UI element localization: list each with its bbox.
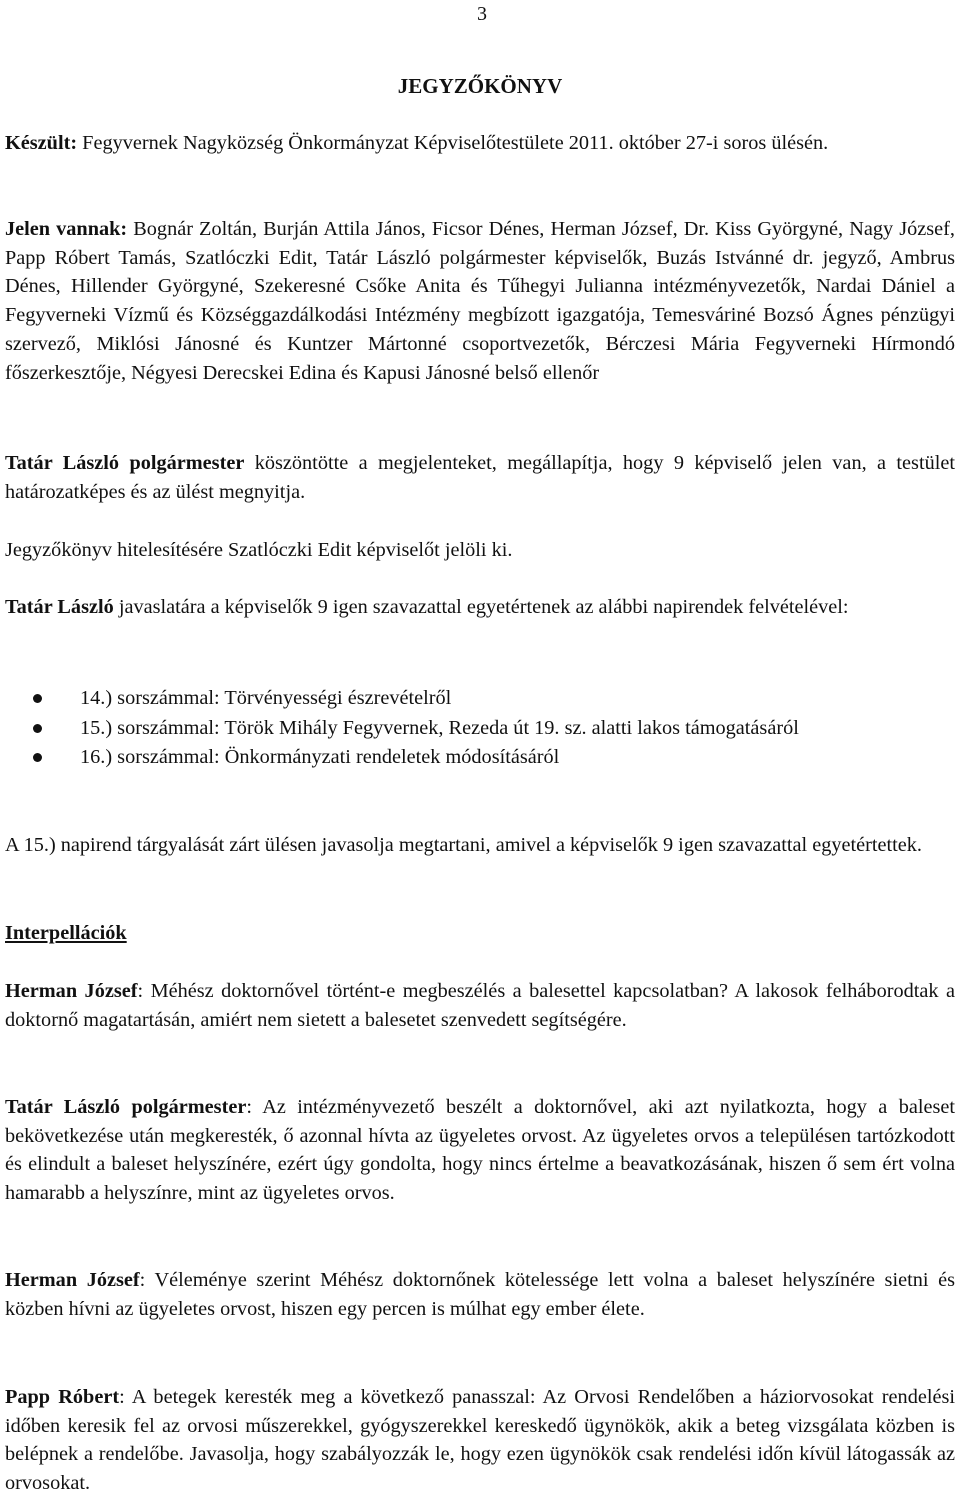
attendees-label: Jelen vannak:	[5, 218, 128, 240]
keszult-label: Készült:	[5, 132, 78, 154]
agenda-item: 14.) sorszámmal: Törvényességi észrevételről	[5, 684, 955, 713]
statement-paragraph	[5, 1093, 955, 1208]
statement-paragraph	[5, 1266, 955, 1323]
section-title: Interpellációk	[5, 922, 127, 944]
bullet-icon	[33, 753, 42, 762]
authentication-paragraph: Jegyzőkönyv hitelesítésére Szatlóczki Edit képviselőt jelöli ki.	[5, 539, 513, 561]
speaker-name: Herman József	[5, 1269, 140, 1291]
document-title: JEGYZŐKÖNYV	[397, 74, 563, 98]
statement-text: : Véleménye szerint Méhész doktornőnek kötelessége lett volna a baleset helyszínére sietni és közben hívni az ügyeletes orvost, hiszen egy percen is múlhat egy ember élete.	[5, 1269, 955, 1320]
statement-text: : A betegek keresték meg a következő panasszal: Az Orvosi Rendelőben a háziorvosokat rendelési időben keresik fel az orvosi műszerekkel, gyógyszerekkel kereskedő ügynökök, akik a beteg vizsgálata közben is belépnek a rendelőbe. Javasolja, hogy szabályozzák le, hogy ezen ügynökök csak rendelési időn kívül látogassák az orvosokat.	[5, 1386, 955, 1495]
opening-text: köszöntötte a megjelenteket, megállapítja, hogy 9 képviselő jelen van, a testület határozatképes és az ülést megnyitja.	[5, 452, 955, 503]
keszult-text: Fegyvernek Nagyközség Önkormányzat Képviselőtestülete 2011. október 27-i soros ülésén.	[77, 132, 829, 154]
statement-text: : Méhész doktornővel történt-e megbeszélés a balesettel kapcsolatban? A lakosok felháborodtak a doktornő magatartásán, amiért nem sietett a balesetet szenvedett segítségére.	[5, 980, 955, 1031]
bullet-icon	[33, 724, 42, 733]
opening-paragraph	[5, 449, 955, 506]
statement-text: : Az intézményvezető beszélt a doktornővel, aki azt nyilatkozta, hogy a baleset bekövetkezése után megkeresték, ő azonnal hívta az ügyeletes orvost. Az ügyeletes orvos a településen tartózkodott és elindult a baleset helyszínére, ezért úgy gondolta, hogy nincs értelme a beavatkozásának, hiszen ő sem ért volna hamarabb a helyszínre, mint az ügyeletes orvos.	[5, 1096, 956, 1205]
speaker-name: Herman József	[5, 980, 138, 1002]
closed-session-paragraph: A 15.) napirend tárgyalását zárt ülésen javasolja megtartani, amivel a képviselők 9 igen szavazattal egyetértettek.	[5, 834, 922, 856]
opening-label: Tatár László polgármester	[5, 452, 245, 474]
statement-paragraph	[5, 1383, 955, 1498]
bullet-icon	[33, 694, 42, 703]
agenda-intro-text: javaslatára a képviselők 9 igen szavazattal egyetértenek az alábbi napirendek felvételével:	[113, 596, 849, 618]
agenda-item: 16.) sorszámmal: Önkormányzati rendeletek módosításáról	[5, 743, 955, 772]
statement-paragraph	[5, 977, 955, 1034]
speaker-name: Tatár László polgármester	[5, 1096, 247, 1118]
agenda-item: 15.) sorszámmal: Török Mihály Fegyvernek, Rezeda út 19. sz. alatti lakos támogatásáról	[5, 714, 955, 743]
attendees-paragraph	[5, 215, 955, 387]
agenda-list	[5, 684, 955, 772]
attendees-text: Bognár Zoltán, Burján Attila János, Ficsor Dénes, Herman József, Dr. Kiss Györgyné, Nagy József, Papp Róbert Tamás, Szatlóczki Edit, Tatár László polgármester képviselők, Buzás Istvánné dr. jegyző, Ambrus Dénes, Hillender Györgyné, Szekeresné Csőke Anita és Tűhegyi Julianna intézményvezetők, Nardai Dániel a Fegyverneki Vízmű és Községgazdálkodási Intézmény megbízott igazgatója, Temesváriné Bozsó Ágnes pénzügyi szervező, Miklósi Jánosné és Kuntzer Mártonné csoportvezetők, Bérczesi Mária Fegyverneki Hírmondó főszerkesztője, Négyesi Derecskei Edina és Kapusi Jánosné belső ellenőr	[5, 218, 955, 384]
keszult-paragraph	[5, 129, 955, 158]
agenda-intro-label: Tatár László	[5, 596, 114, 618]
speaker-name: Papp Róbert	[5, 1386, 120, 1408]
agenda-intro-paragraph	[5, 593, 955, 622]
page-number: 3	[477, 3, 487, 25]
